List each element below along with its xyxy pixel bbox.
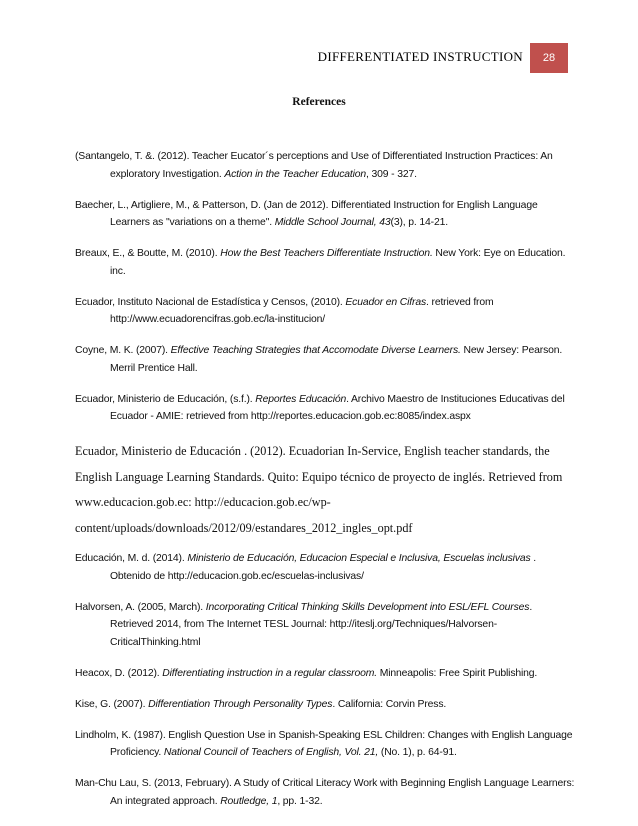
page-number-badge: 28 <box>530 43 568 73</box>
reference-entry: (Santangelo, T. &. (2012). Teacher Eucator´s perceptions and Use of Differentiated Instruction Practices: An exploratory Investigation. Action in the Teacher Education, 309 - 327. <box>75 151 553 180</box>
reference-entry: Ecuador, Ministerio de Educación . (2012). Ecuadorian In-Service, English teacher standards, the English Language Learning Standards. Quito: Equipo técnico de proyecto de inglés. Retrieved from www.educacion.gob.ec: http://educacion.gob.ec/wp-content/uploads/downloads/2012/09/estandares_2012_ingles_opt.pdf <box>75 444 563 535</box>
reference-entry: Baecher, L., Artigliere, M., & Patterson, D. (Jan de 2012). Differentiated Instruction for English Language Learners as "variations on a theme". Middle School Journal, 43(3), p. 14-21. <box>75 199 538 228</box>
running-header: DIFFERENTIATED INSTRUCTION <box>317 49 523 64</box>
reference-entry: Educación, M. d. (2014). Ministerio de Educación, Educacion Especial e Inclusiva, Escuelas inclusivas . Obtenido de http://educacion.gob.ec/escuelas-inclusivas/ <box>75 553 537 582</box>
reference-entry: Coyne, M. K. (2007). Effective Teaching Strategies that Accomodate Diverse Learners. New Jersey: Pearson. Merril Prentice Hall. <box>75 345 563 374</box>
reference-entry: Man-Chu Lau, S. (2013, February). A Study of Critical Literacy Work with Beginning English Language Learners: An integrated approach. Routledge, 1, pp. 1-32. <box>75 778 575 807</box>
reference-entry: Kise, G. (2007). Differentiation Through Personality Types. California: Corvin Press. <box>75 698 447 710</box>
reference-entry: Lindholm, K. (1987). English Question Use in Spanish-Speaking ESL Children: Changes with English Language Proficiency. National Council of Teachers of English, Vol. 21, (No. 1), p. 64-91. <box>75 729 573 758</box>
reference-entry: Heacox, D. (2012). Differentiating instruction in a regular classroom. Minneapolis: Free Spirit Publishing. <box>75 667 538 679</box>
reference-entry: Ecuador, Instituto Nacional de Estadística y Censos, (2010). Ecuador en Cifras. retrieved from http://www.ecuadorencifras.gob.ec/la-institucion/ <box>75 296 494 325</box>
reference-list <box>75 148 575 824</box>
reference-entry: Ecuador, Ministerio de Educación, (s.f.). Reportes Educación. Archivo Maestro de Instituciones Educativas del Ecuador - AMIE: retrieved from http://reportes.educacion.gob.ec:8085/index.aspx <box>75 393 565 422</box>
reference-entry: Breaux, E., & Boutte, M. (2010). How the Best Teachers Differentiate Instruction. New York: Eye on Education. inc. <box>75 248 566 277</box>
page-title: References <box>292 96 346 108</box>
reference-entry: Halvorsen, A. (2005, March). Incorporating Critical Thinking Skills Development into ESL/EFL Courses. Retrieved 2014, from The Internet TESL Journal: http://iteslj.org/Techniques/Halvorsen-CriticalThinking.html <box>75 601 533 648</box>
